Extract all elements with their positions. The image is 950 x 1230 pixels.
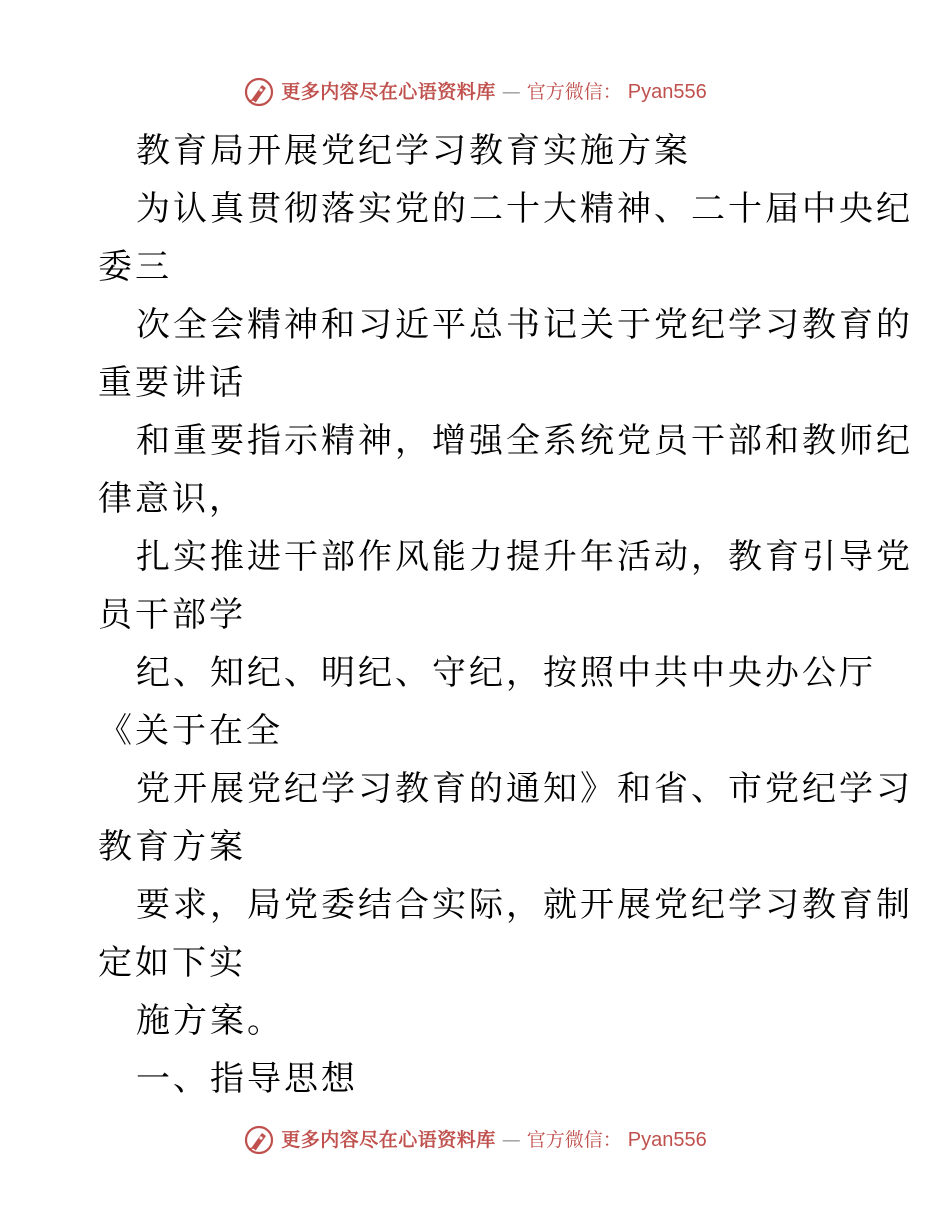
document-line: 要求，局党委结合实际，就开展党纪学习教育制 xyxy=(136,885,913,925)
document-line: 一、指导思想 xyxy=(136,1059,358,1099)
document-line: 和重要指示精神，增强全系统党员干部和教师纪 xyxy=(136,421,913,461)
banner-separator: — xyxy=(501,1128,521,1151)
document-line: 《关于在全 xyxy=(98,711,283,751)
document-line: 扎实推进干部作风能力提升年活动，教育引导党 xyxy=(136,537,913,577)
document-line: 委三 xyxy=(98,247,172,287)
document-line: 党开展党纪学习教育的通知》和省、市党纪学习 xyxy=(136,769,913,809)
banner-contact-label: 官方微信： xyxy=(526,80,622,103)
footer-banner xyxy=(0,1120,950,1160)
banner-contact-label: 官方微信： xyxy=(526,1128,622,1151)
document-line: 为认真贯彻落实党的二十大精神、二十届中央纪 xyxy=(136,189,913,229)
banner-wechat-id: Pyan556 xyxy=(627,81,707,103)
document-line: 律意识， xyxy=(98,479,246,519)
pen-nib-logo-icon xyxy=(243,76,275,108)
document-line: 教育方案 xyxy=(98,827,246,867)
banner-brand-text: 更多内容尽在心语资料库 xyxy=(281,1128,496,1151)
document-line: 定如下实 xyxy=(98,943,246,983)
document-line: 重要讲话 xyxy=(98,363,246,403)
document-line: 施方案。 xyxy=(136,1001,284,1041)
document-line: 纪、知纪、明纪、守纪，按照中共中央办公厅 xyxy=(136,653,876,693)
pen-nib-logo-icon xyxy=(243,1124,275,1156)
document-line: 次全会精神和习近平总书记关于党纪学习教育的 xyxy=(136,305,913,345)
banner-wechat-id: Pyan556 xyxy=(627,1129,707,1151)
document-line: 教育局开展党纪学习教育实施方案 xyxy=(136,131,691,171)
document-body xyxy=(98,122,913,1108)
banner-separator: — xyxy=(501,80,521,103)
banner-brand-text: 更多内容尽在心语资料库 xyxy=(281,80,496,103)
document-line: 员干部学 xyxy=(98,595,246,635)
header-banner xyxy=(0,72,950,112)
